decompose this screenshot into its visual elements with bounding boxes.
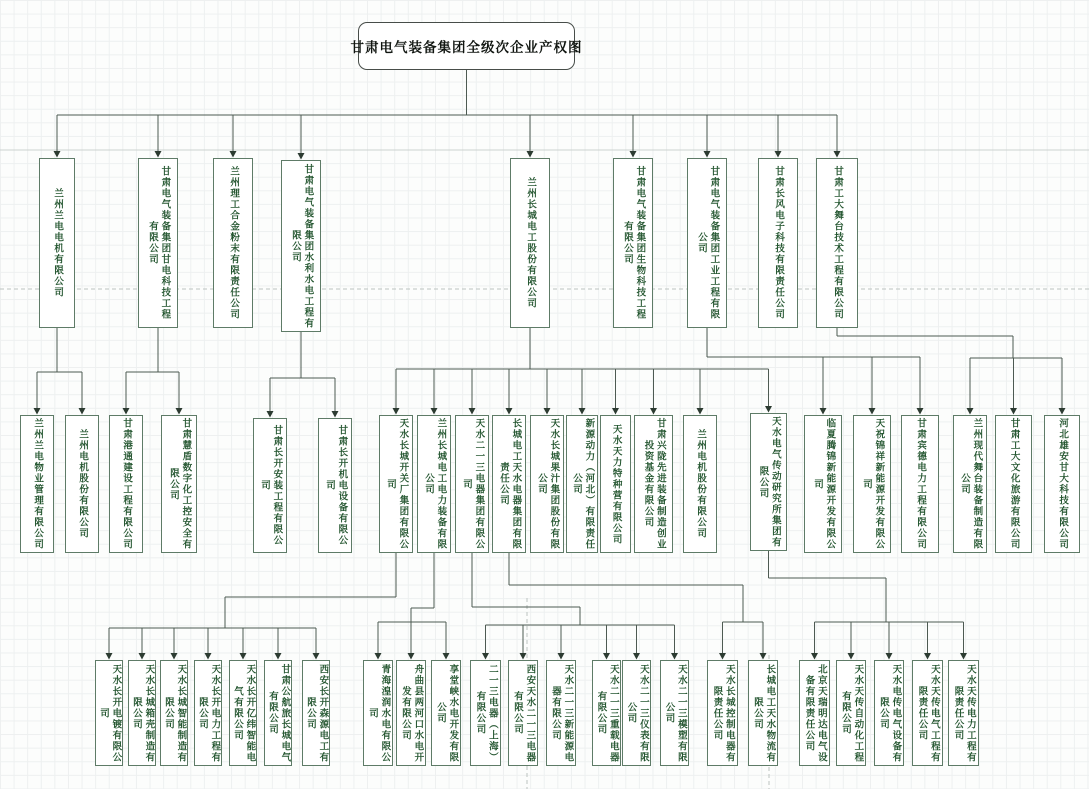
org-node-label: 临夏腾锦新能源开发有限公司 bbox=[812, 418, 835, 550]
org-node-label: 天水电传电气设备有限公司 bbox=[878, 663, 901, 763]
org-node-label: 甘肃长风电子科技有限责任公司 bbox=[773, 166, 784, 320]
org-node-d8 bbox=[363, 660, 393, 766]
connector-arrowhead bbox=[1010, 408, 1017, 415]
org-node-label: 甘肃宾德电力工程有限公司 bbox=[915, 418, 926, 550]
org-node-c20 bbox=[953, 415, 987, 553]
org-node-c14 bbox=[634, 415, 673, 553]
connector-arrowhead bbox=[240, 653, 247, 660]
connector-arrowhead bbox=[886, 653, 893, 660]
org-node-d13 bbox=[546, 660, 576, 766]
org-node-b1 bbox=[39, 158, 75, 328]
connector-arrowhead bbox=[205, 653, 212, 660]
connector-arrowhead bbox=[298, 153, 305, 160]
org-node-label: 天水长开电镀有限公司 bbox=[98, 663, 121, 763]
org-node-label: 甘肃电气装备集团甘电科技工程有限公司 bbox=[147, 166, 170, 320]
connector-arrowhead bbox=[393, 408, 400, 415]
connector-arrowhead bbox=[820, 408, 827, 415]
org-node-label: 天水二一三仪表有限公司 bbox=[625, 663, 648, 763]
connector-arrowhead bbox=[482, 653, 489, 660]
connector-arrowhead bbox=[171, 653, 178, 660]
org-node-label: 青海湟润水电有限公司 bbox=[367, 663, 390, 763]
org-node-c11 bbox=[530, 415, 564, 553]
org-node-b9 bbox=[816, 158, 858, 328]
org-node-label: 天水二一三电器集团有限公司 bbox=[461, 418, 484, 550]
org-node-label: 天水长城控制电器有限责任公司 bbox=[711, 663, 734, 763]
org-node-label: 享堂峡水电开发有限公司 bbox=[435, 663, 458, 763]
org-node-label: 新源动力（河北）有限责任公司 bbox=[571, 418, 594, 550]
org-node-label: 天祝锦祥新能源开发有限公司 bbox=[861, 418, 884, 550]
org-node-d6 bbox=[264, 660, 292, 766]
org-node-label: 兰州兰电物业管理有限公司 bbox=[32, 418, 43, 550]
org-node-label: 兰州长城电工电力装备有限公司 bbox=[423, 418, 446, 550]
org-node-d9 bbox=[396, 660, 426, 766]
connector-arrowhead bbox=[139, 653, 146, 660]
connector-arrowhead bbox=[408, 653, 415, 660]
chart-title-box bbox=[350, 22, 583, 70]
org-node-d10 bbox=[431, 660, 461, 766]
org-node-c21 bbox=[995, 415, 1032, 553]
org-node-d1 bbox=[95, 660, 123, 766]
org-node-c8 bbox=[417, 415, 451, 553]
org-node-d17 bbox=[707, 660, 738, 766]
connector-arrowhead bbox=[630, 151, 637, 158]
org-node-label: 西安天水二一三电器有限公司 bbox=[512, 663, 535, 763]
connector-arrowhead bbox=[506, 408, 513, 415]
org-node-c13 bbox=[600, 415, 631, 553]
connector-arrowhead bbox=[558, 653, 565, 660]
org-node-d12 bbox=[508, 660, 538, 766]
org-node-d20 bbox=[836, 660, 866, 766]
org-node-label: 天水电气传动研究所集团有限公司 bbox=[757, 416, 780, 548]
org-node-d2 bbox=[128, 660, 156, 766]
org-node-d7 bbox=[302, 660, 330, 766]
org-node-d18 bbox=[748, 660, 778, 766]
org-node-d22 bbox=[912, 660, 943, 766]
org-node-c17 bbox=[804, 415, 842, 553]
org-node-label: 长城电工天水电器集团有限责任公司 bbox=[498, 418, 521, 550]
connector-arrowhead bbox=[332, 411, 339, 418]
connector-arrowhead bbox=[375, 653, 382, 660]
org-node-b7 bbox=[687, 158, 727, 328]
org-node-label: 天水长开亿纬智能电气有限公司 bbox=[232, 663, 255, 763]
org-node-c1 bbox=[20, 415, 54, 553]
connector-arrowhead bbox=[123, 408, 130, 415]
org-node-d3 bbox=[160, 660, 188, 766]
org-node-c18 bbox=[853, 415, 891, 553]
org-node-d11 bbox=[470, 660, 501, 766]
connector-arrowhead bbox=[106, 653, 113, 660]
connector-arrowhead bbox=[719, 653, 726, 660]
org-node-label: 兰州理工合金粉末有限责任公司 bbox=[228, 166, 239, 320]
connector-arrowhead bbox=[230, 151, 237, 158]
connector-arrowhead bbox=[1059, 408, 1066, 415]
connector-arrowhead bbox=[765, 406, 772, 413]
org-node-b6 bbox=[613, 158, 653, 328]
org-node-label: 二一三电器（上海）有限公司 bbox=[474, 663, 497, 763]
org-node-b5 bbox=[510, 158, 550, 328]
org-node-c6 bbox=[318, 418, 352, 553]
connector-arrowhead bbox=[967, 408, 974, 415]
connector-arrowhead bbox=[267, 411, 274, 418]
connector-arrowhead bbox=[869, 408, 876, 415]
chart-title: 甘肃电气装备集团全级次企业产权图 bbox=[350, 40, 583, 55]
org-node-label: 甘肃工大文化旅游有限公司 bbox=[1008, 418, 1019, 550]
connector-arrowhead bbox=[760, 653, 767, 660]
org-node-label: 天水二一三模塑有限公司 bbox=[663, 663, 686, 763]
org-node-label: 天水天传自动化工程有限公司 bbox=[840, 663, 863, 763]
connector-arrowhead bbox=[924, 653, 931, 660]
org-node-label: 兰州兰电电机有限公司 bbox=[52, 188, 63, 298]
connector-arrowhead bbox=[960, 653, 967, 660]
org-node-label: 甘肃工大舞台技术工程有限公司 bbox=[832, 166, 843, 320]
connector-arrowhead bbox=[834, 151, 841, 158]
connector-arrowhead bbox=[603, 653, 610, 660]
connector-arrowhead bbox=[704, 151, 711, 158]
connector-arrowhead bbox=[34, 408, 41, 415]
org-node-c4 bbox=[161, 415, 197, 553]
connector-arrowhead bbox=[917, 408, 924, 415]
org-node-c9 bbox=[455, 415, 489, 553]
org-node-c22 bbox=[1044, 415, 1080, 553]
org-node-label: 天水长开电力工程有限公司 bbox=[197, 663, 220, 763]
org-node-c3 bbox=[109, 415, 143, 553]
org-node-b4 bbox=[281, 160, 321, 332]
connector-arrowhead bbox=[579, 408, 586, 415]
connector-arrowhead bbox=[671, 653, 678, 660]
org-node-label: 长城电工天水物流有限公司 bbox=[752, 663, 775, 763]
org-node-label: 甘肃长开安装工程有限公司 bbox=[259, 425, 282, 546]
org-node-label: 甘肃慧盾数字化工控安全有限公司 bbox=[168, 418, 191, 550]
org-node-label: 天水二一三重载电器有限公司 bbox=[595, 663, 618, 763]
org-node-label: 兰州电机股份有限公司 bbox=[695, 429, 706, 539]
org-node-label: 甘肃港通建设工程有限公司 bbox=[121, 418, 132, 550]
org-node-label: 甘肃电气装备集团工业工程有限公司 bbox=[696, 166, 719, 320]
connector-arrowhead bbox=[54, 151, 61, 158]
connector-arrowhead bbox=[527, 151, 534, 158]
connector-arrowhead bbox=[275, 653, 282, 660]
org-node-label: 天水长城箱壳制造有限公司 bbox=[131, 663, 154, 763]
org-node-label: 河北雄安甘大科技有限公司 bbox=[1057, 418, 1068, 550]
org-node-d19 bbox=[799, 660, 830, 766]
connector-arrowhead bbox=[313, 653, 320, 660]
org-node-label: 甘肃电气装备集团生物科技工程有限公司 bbox=[622, 166, 645, 320]
org-node-label: 天水天传电气工程有限责任公司 bbox=[916, 663, 939, 763]
org-node-d5 bbox=[229, 660, 257, 766]
org-node-d15 bbox=[622, 660, 651, 766]
org-node-d23 bbox=[948, 660, 979, 766]
connector-arrowhead bbox=[612, 408, 619, 415]
org-node-d14 bbox=[592, 660, 621, 766]
org-node-c5 bbox=[253, 418, 287, 553]
org-node-label: 天水二一三新能源电器有限公司 bbox=[550, 663, 573, 763]
connector-arrowhead bbox=[811, 653, 818, 660]
org-node-c12 bbox=[566, 415, 598, 553]
connector-arrowhead bbox=[443, 653, 450, 660]
org-node-label: 天水天传电力工程有限责任公司 bbox=[952, 663, 975, 763]
connector-arrowhead bbox=[697, 408, 704, 415]
org-node-label: 兰州电机股份有限公司 bbox=[77, 429, 88, 539]
connector-arrowhead bbox=[544, 408, 551, 415]
org-node-label: 天水长城开关厂集团有限公司 bbox=[385, 418, 408, 550]
org-node-label: 北京天瑞明达电气设备有限责任公司 bbox=[803, 663, 826, 763]
org-node-c19 bbox=[901, 415, 939, 553]
org-node-label: 甘肃长开机电设备有限公司 bbox=[324, 425, 347, 546]
org-node-c16 bbox=[750, 413, 787, 551]
org-node-label: 舟曲县两河口水电开发有限公司 bbox=[400, 663, 423, 763]
connector-arrowhead bbox=[469, 408, 476, 415]
org-node-label: 兰州现代舞台装备制造有限公司 bbox=[959, 418, 982, 550]
connector-arrowhead bbox=[431, 408, 438, 415]
connector-arrowhead bbox=[176, 408, 183, 415]
org-node-b8 bbox=[758, 158, 798, 328]
org-node-label: 兰州长城电工股份有限公司 bbox=[525, 177, 536, 309]
org-node-c2 bbox=[65, 415, 99, 553]
org-node-label: 天水天力特种营有限公司 bbox=[610, 423, 621, 545]
org-node-c10 bbox=[492, 415, 526, 553]
connector-arrowhead bbox=[520, 653, 527, 660]
org-node-label: 天水长城果汁集团股份有限公司 bbox=[536, 418, 559, 550]
connector-arrowhead bbox=[633, 653, 640, 660]
org-node-label: 西安长开森源电工有限公司 bbox=[305, 663, 328, 763]
org-node-b2 bbox=[138, 158, 178, 328]
connector-arrowhead bbox=[79, 408, 86, 415]
org-node-label: 甘肃兴陇先进装备制造创业投资基金有限公司 bbox=[642, 418, 665, 550]
org-node-c15 bbox=[683, 415, 717, 553]
connector-arrowhead bbox=[848, 653, 855, 660]
connector-arrowhead bbox=[155, 151, 162, 158]
org-node-d4 bbox=[194, 660, 222, 766]
org-node-c7 bbox=[379, 415, 413, 553]
connector-arrowhead bbox=[650, 408, 657, 415]
org-node-label: 甘肃电气装备集团水利水电工程有限公司 bbox=[290, 163, 313, 329]
org-node-d21 bbox=[874, 660, 904, 766]
org-node-d16 bbox=[660, 660, 689, 766]
org-node-label: 天水长城智能制造有限公司 bbox=[163, 663, 186, 763]
connector-arrowhead bbox=[775, 151, 782, 158]
org-node-b3 bbox=[213, 158, 253, 328]
org-node-label: 甘肃公航旅长城电气有限公司 bbox=[267, 663, 290, 763]
